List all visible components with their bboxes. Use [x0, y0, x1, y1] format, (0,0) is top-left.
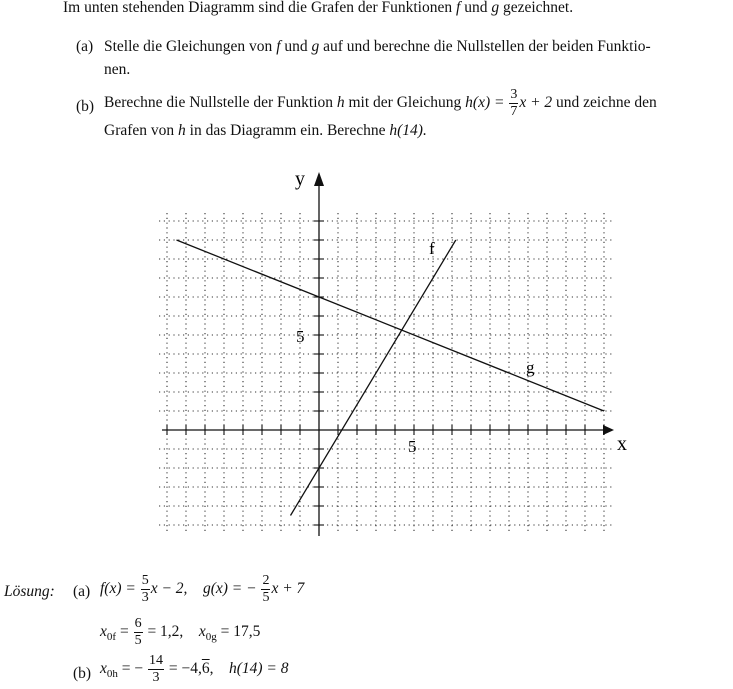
y-axis-arrow — [314, 172, 324, 186]
solution-label: Lösung: — [4, 583, 55, 600]
fraction-3-7: $\frac{3}{7}$ — [510, 87, 518, 119]
solution-a-line2: $x_{0f}$ = $\frac{6}{5}$ = 1,2, $x_{0g} = 17,5$ — [100, 616, 261, 648]
y-tick-label: 5 — [296, 327, 305, 346]
task-a-line1: Stelle die Gleichungen von f und g auf und berechne die Nullstellen der beiden Funktio- — [104, 38, 651, 55]
curve-g-label: g — [526, 358, 535, 377]
dotted-grid — [159, 213, 612, 533]
y-axis-label: y — [295, 168, 305, 190]
x-axis-label: x — [617, 433, 627, 455]
intro-g: g — [491, 0, 500, 16]
solution-b-label: (b) — [73, 665, 92, 682]
intro-f: f — [456, 0, 461, 16]
solution-b-line: $x_{0h}$ = − $\frac{14}{3}$ = −4,6, h(14) = 8 — [100, 653, 289, 685]
solution-a-label: (a) — [73, 583, 91, 600]
task-b-line1: Berechne die Nullstelle der Funktion h mit der Gleichung h(x) = $\frac{3}{7}$ x + 2 und zeichne den — [104, 87, 657, 119]
curve-g — [177, 240, 605, 411]
solution-a-line1: f(x) = $\frac{5}{3}$ x − 2, g(x) = − $\frac{2}{5}$ x + 7 — [100, 573, 305, 605]
x-axis-arrow — [603, 425, 614, 435]
intro-text: Im unten stehenden Diagramm sind die Grafen der Funktionen f und g gezeichnet. — [63, 0, 574, 16]
curve-f — [291, 240, 456, 516]
task-a-line2: nen. — [104, 61, 131, 78]
task-b-line2: Grafen von h in das Diagramm ein. Berechne h(14). — [104, 122, 427, 139]
x-tick-label: 5 — [408, 437, 417, 456]
h-equation: h(x) = — [465, 94, 505, 112]
task-a-label: (a) — [76, 38, 94, 55]
curve-f-label: f — [429, 239, 435, 258]
curves — [177, 240, 605, 516]
task-b-label: (b) — [76, 98, 95, 115]
